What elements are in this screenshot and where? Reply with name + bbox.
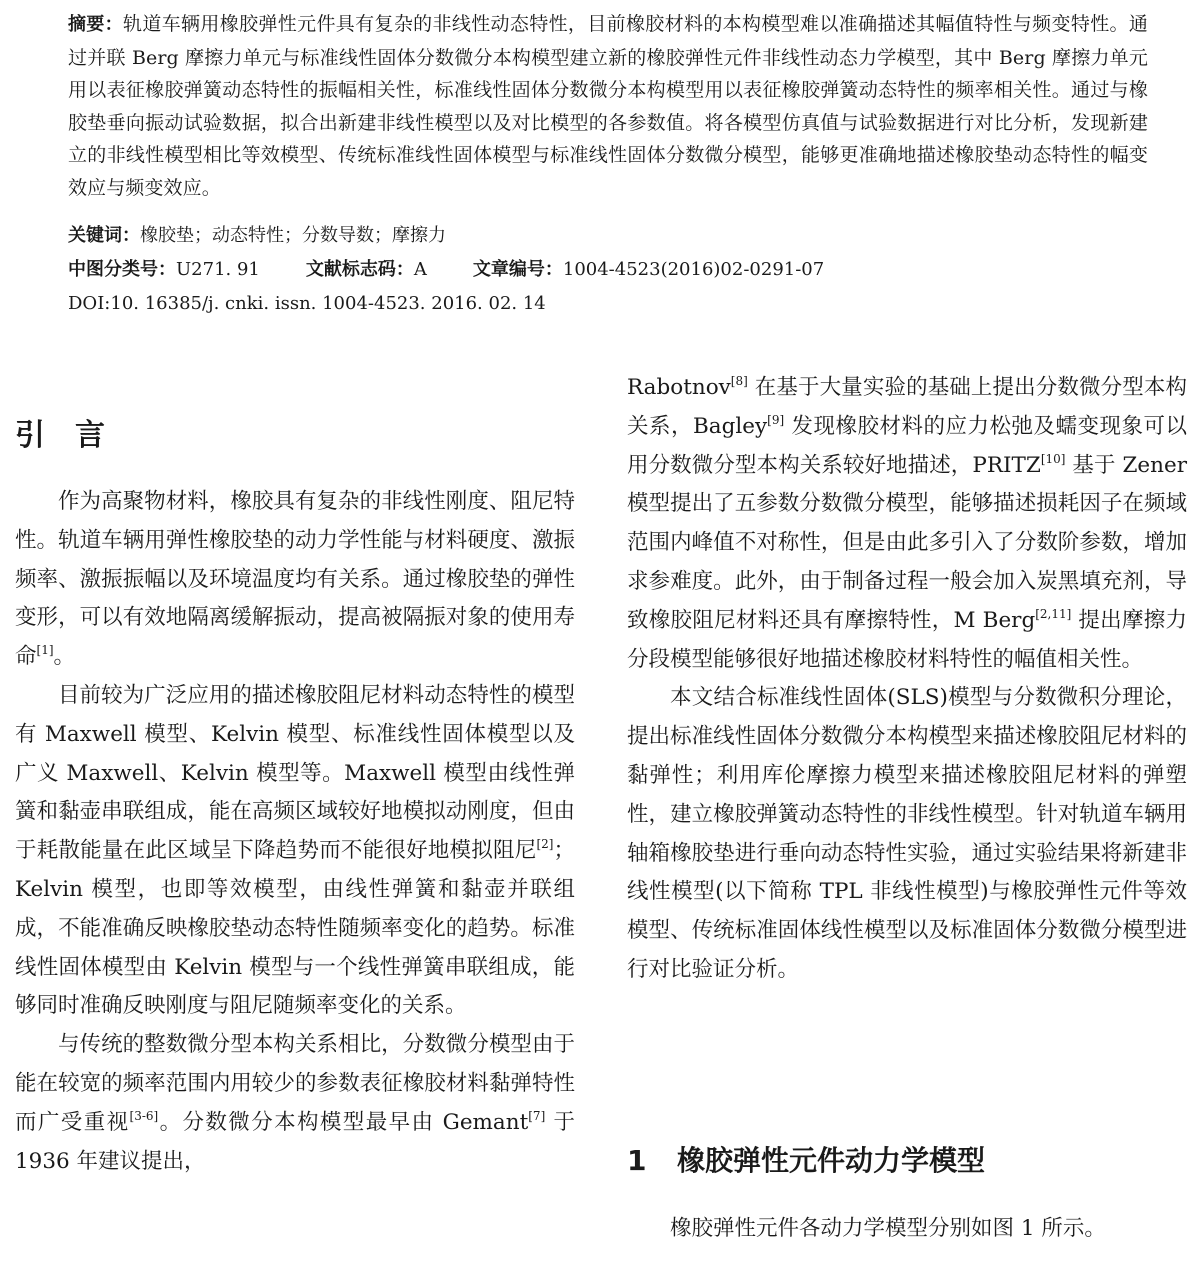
intro-r1-text-d: 基于 Zener 模型提出了五参数分数微分模型，能够描述损耗因子在频域范围内峰值不对称性，但是由此多引入了分数阶参数，增加求参难度。此外，由于制备过程一般会加入炭黑填充剂，导致橡胶阻尼材料还具有摩擦特性，M Berg [627,452,1187,633]
keywords [68,219,1148,253]
intro-p1-text: 作为高聚物材料，橡胶具有复杂的非线性刚度、阻尼特性。轨道车辆用弹性橡胶垫的动力学性能与材料硬度、激振频率、激振振幅以及环境温度均有关系。通过橡胶垫的弹性变形，可以有效地隔离缓解振动，提高被隔振对象的使用寿命 [15,489,575,670]
intro-p3-end: 于 1936 年建议提出， [15,1109,575,1174]
abstract [68,8,1148,205]
doc-code-label: 文献标志码： [305,258,414,280]
intro-p1-end: 。 [53,644,76,670]
section-1-heading [627,1139,985,1179]
intro-paragraph-3 [15,1026,575,1181]
doi: DOI:10. 16385/j. cnki. issn. 1004-4523. 2016. 02. 14 [68,292,546,314]
abstract-block [68,8,1148,321]
intro-heading: 引言 [15,418,135,453]
citation: [2,11] [1035,606,1072,621]
intro-paragraph-4: 本文结合标准线性固体(SLS)模型与分数微积分理论，提出标准线性固体分数微分本构模型来描述橡胶阻尼材料的黏弹性；利用库伦摩擦力模型来描述橡胶阻尼材料的弹塑性，建立橡胶弹簧动态特性的非线性模型。针对轨道车辆用轴箱橡胶垫进行垂向动态特性实验，通过实验结果将新建非线性模型(以下简称 TPL 非线性模型)与橡胶弹性元件等效模型、传统标准固体线性模型以及标准固体分数微分模型进行对比验证分析。 [627,685,1187,982]
section-1-body [627,1210,1187,1249]
intro-r1-text-b: 在基于大量实验的基础上提出分数微分型本构关系，Bagley [627,375,1187,439]
clc-value: U271. 91 [176,258,260,280]
citation: [7] [528,1108,546,1123]
keywords-label: 关键词： [68,224,140,246]
intro-paragraph-1 [15,483,575,677]
classification-line [68,253,1148,287]
article-no-value: 1004-4523(2016)02-0291-07 [562,258,825,280]
right-column [627,369,1187,990]
citation: [9] [767,412,785,427]
article-no-label: 文章编号： [472,258,563,280]
intro-p3-text: 与传统的整数微分型本构关系相比，分数微分模型由于能在较宽的频率范围内用较少的参数表征橡胶材料黏弹特性而广受重视 [15,1032,575,1135]
intro-p2-text: 目前较为广泛应用的描述橡胶阻尼材料动态特性的模型有 Maxwell 模型、Kelvin 模型、标准线性固体模型以及广义 Maxwell、Kelvin 模型等。Maxwell 模型由线性弹簧和黏壶串联组成，能在高频区域较好地模拟动刚度，但由于耗散能量在此区域呈下降趋势而不能很好地模拟阻尼 [15,682,575,864]
left-column [15,483,575,1181]
intro-r1-text-e: 提出摩擦力分段模型能够很好地描述橡胶材料特性的幅值相关性。 [627,607,1187,672]
keywords-text: 橡胶垫；动态特性；分数导数；摩擦力 [140,224,446,246]
citation: [10] [1040,451,1066,466]
citation: [2] [536,837,554,852]
citation: [8] [730,374,748,388]
intro-p2-end: ；Kelvin 模型，也即等效模型，由线性弹簧和黏壶并联组成，不能准确反映橡胶垫动态特性随频率变化的趋势。标准线性固体模型由 Kelvin 模型与一个线性弹簧串联组成，能够同时准确反映刚度与阻尼随频率变化的关系。 [15,838,575,1019]
intro-paragraph-2 [15,677,575,1026]
intro-p3-mid: 。分数微分本构模型最早由 Gemant [158,1109,529,1135]
doc-code-value: A [413,258,427,280]
abstract-text: 轨道车辆用橡胶弹性元件具有复杂的非线性动态特性，目前橡胶材料的本构模型难以准确描述其幅值特性与频变特性。通过并联 Berg 摩擦力单元与标准线性固体分数微分本构模型建立新的橡胶弹性元件非线性动态力学模型，其中 Berg 摩擦力单元用以表征橡胶弹簧动态特性的振幅相关性，标准线性固体分数微分本构模型用以表征橡胶弹簧动态特性的频率相关性。通过与橡胶垫垂向振动试验数据，拟合出新建非线性模型以及对比模型的各参数值。将各模型仿真值与试验数据进行对比分析，发现新建立的非线性模型相比等效模型、传统标准线性固体模型与标准线性固体分数微分模型，能够更准确地描述橡胶垫动态特性的幅变效应与频变效应。 [68,13,1148,199]
abstract-label: 摘要： [68,14,124,35]
section-title: 橡胶弹性元件动力学模型 [677,1144,986,1177]
intro-r1-text: Rabotnov [627,375,731,400]
section-number: 1 [627,1144,647,1177]
citation: [3-6] [129,1108,159,1123]
clc-label: 中图分类号： [68,258,176,280]
section-1-paragraph: 橡胶弹性元件各动力学模型分别如图 1 所示。 [670,1216,1106,1241]
intro-r1-text-c: 发现橡胶材料的应力松弛及蠕变现象可以用分数微分型本构关系较好地描述，PRITZ [627,413,1187,478]
intro-paragraph-3-cont [627,369,1187,679]
citation: [1] [36,643,54,658]
